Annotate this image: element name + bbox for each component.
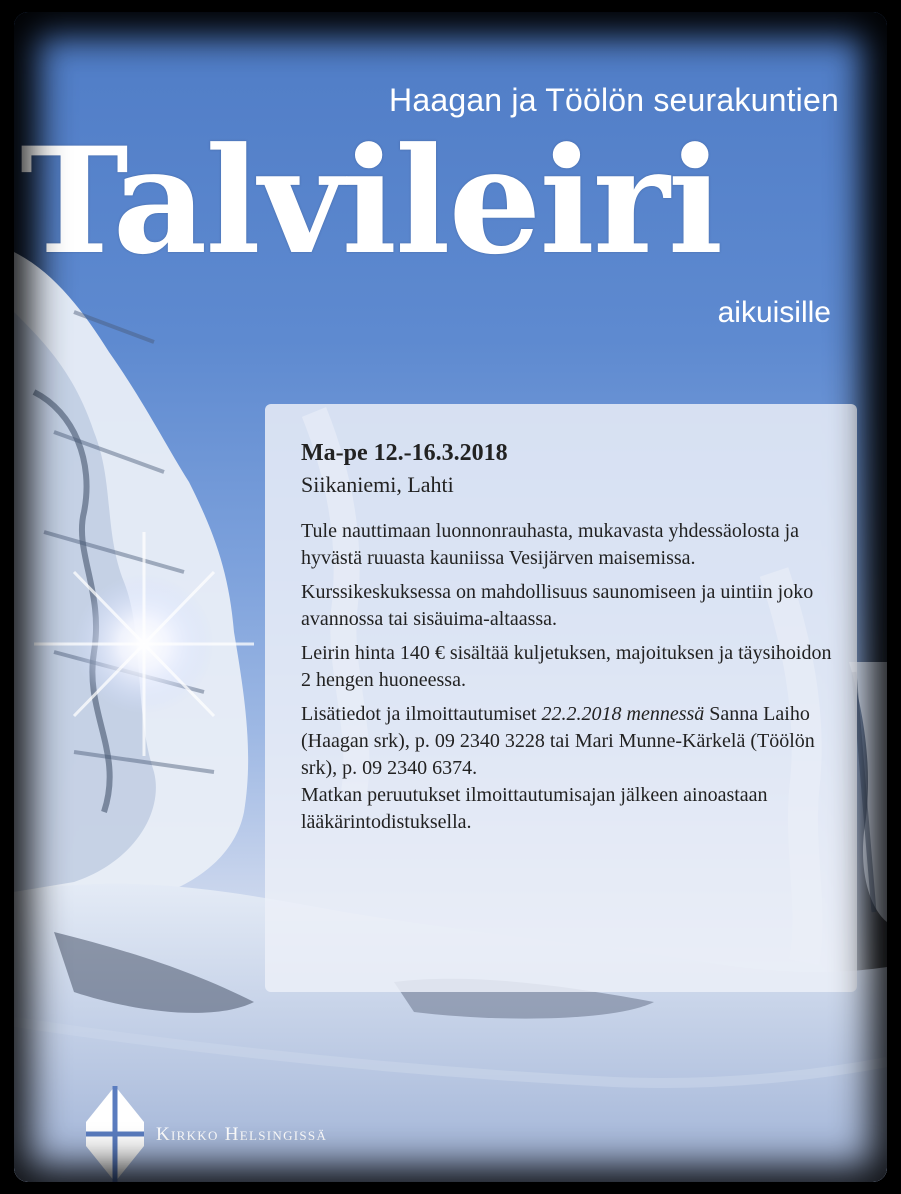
registration-deadline: 22.2.2018 mennessä bbox=[541, 703, 705, 725]
cancellation-policy: Matkan peruutukset ilmoittautumisajan jälkeen ainoastaan lääkärintodistuksella. bbox=[301, 784, 768, 833]
contact-lead: Lisätiedot ja ilmoittautumiset bbox=[301, 703, 537, 725]
event-dates: Ma-pe 12.-16.3.2018 bbox=[301, 440, 508, 466]
contact-paragraph bbox=[301, 701, 837, 836]
contact-details: Sanna Laiho (Haagan srk), p. 09 2340 3228 tai Mari Munne-Kärkelä (Töölön srk), p. 09 2340 6374. bbox=[301, 703, 815, 779]
event-location: Siikaniemi, Lahti bbox=[301, 472, 454, 497]
cross-church-logo-icon bbox=[84, 1084, 146, 1182]
price-paragraph: Leirin hinta 140 € sisältää kuljetuksen, majoituksen ja täysihoidon 2 hengen huoneessa. bbox=[301, 642, 832, 691]
winter-scene-photo bbox=[14, 12, 887, 1182]
facilities-paragraph: Kurssikeskuksessa on mahdollisuus saunomiseen ja uintiin joko avannossa tai sisäuima-altaassa. bbox=[301, 581, 814, 630]
intro-paragraph: Tule nauttimaan luonnonrauhasta, mukavasta yhdessäolosta ja hyvästä ruuasta kauniissa Vesijärven maisemissa. bbox=[301, 520, 800, 569]
audience-label: aikuisille bbox=[717, 296, 831, 329]
organization-name: Kirkko Helsingissä bbox=[156, 1124, 328, 1145]
info-panel bbox=[265, 404, 857, 992]
poster-title: Talvileiri bbox=[20, 116, 722, 287]
parish-subtitle: Haagan ja Töölön seurakuntien bbox=[389, 82, 839, 118]
